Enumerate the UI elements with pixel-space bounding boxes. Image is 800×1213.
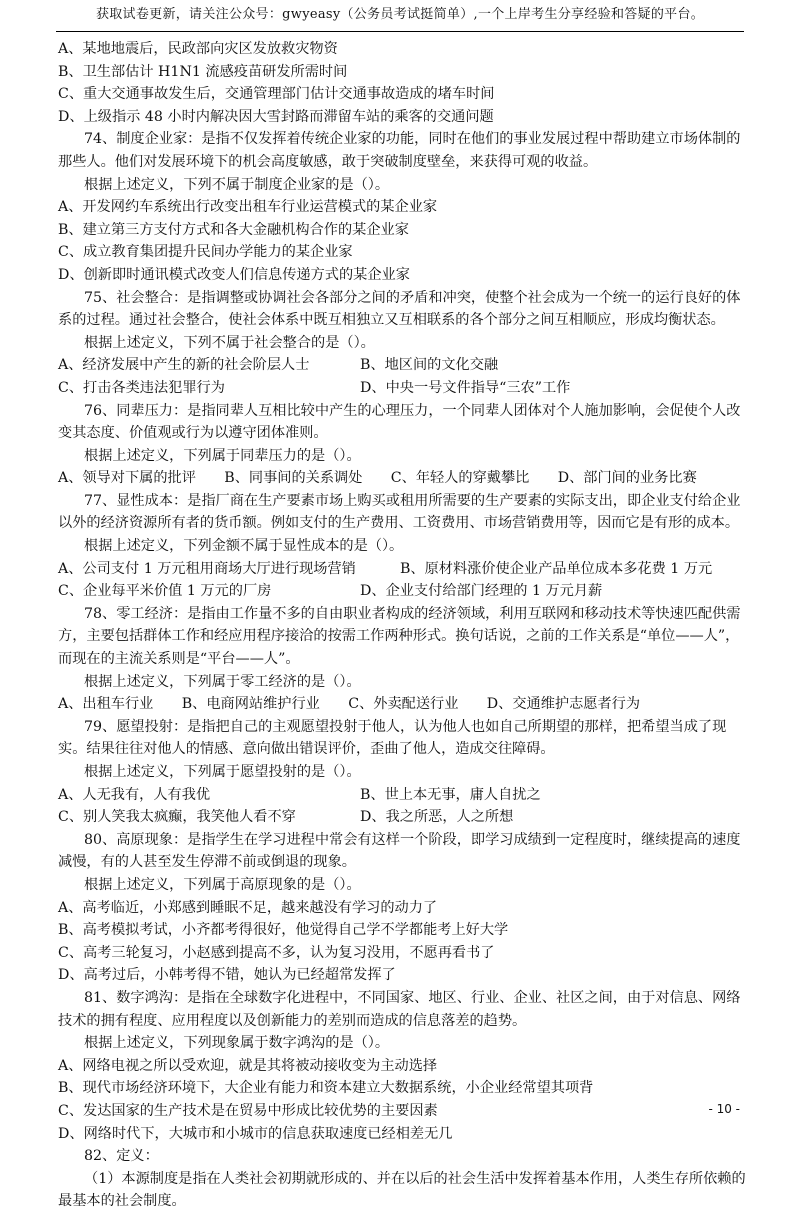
question-prompt: 根据上述定义，下列现象属于数字鸿沟的是（）。 [84, 1035, 390, 1052]
option-row [58, 580, 746, 603]
answer-option: A、网络电视之所以受欢迎，就是其将被动接收变为主动选择 [58, 1057, 438, 1074]
option-left: C、别人笑我太疯癫，我笑他人看不穿 [58, 809, 296, 826]
answer-option: C、成立教育集团提升民间办学能力的某企业家 [58, 244, 353, 261]
page-header: 获取试卷更新，请关注公众号：gwyeasy（公务员考试挺简单）,一个上岸考生分享经验和答疑的平台。 [95, 7, 705, 22]
option-right: D、我之所恶，人之所想 [360, 809, 514, 826]
option-row [58, 806, 746, 829]
question-prompt: 根据上述定义，下列属于高原现象的是（）。 [84, 876, 361, 893]
page-number: - 10 - [708, 1102, 740, 1116]
option-row [58, 558, 746, 581]
question-prompt: 82、定义： [84, 1148, 159, 1165]
definition-paragraph: 80、高原现象：是指学生在学习进程中常会有这样一个阶段，即学习成绩到一定程度时，继续提高的速度减慢，有的人甚至发生停滞不前或倒退的现象。 [58, 831, 741, 871]
option-row [58, 354, 746, 377]
answer-option: D、创新即时通讯模式改变人们信息传递方式的某企业家 [58, 266, 410, 283]
answer-option: B、高考模拟考试，小齐都考得很好，他觉得自己学不学都能考上好大学 [58, 922, 509, 939]
question-prompt: 根据上述定义，下列不属于制度企业家的是（）。 [84, 176, 390, 193]
option-right: D、企业支付给部门经理的 1 万元月薪 [360, 583, 603, 600]
option-row [58, 784, 746, 807]
answer-option: C、高考三轮复习，小赵感到提高不多，认为复习没用，不愿再看书了 [58, 944, 495, 961]
answer-option: D、高考过后，小韩考得不错，她认为已经超常发挥了 [58, 967, 396, 984]
option-left: C、打击各类违法犯罪行为 [58, 379, 225, 396]
answer-option: A、领导对下属的批评 B、同事间的关系调处 C、年轻人的穿戴攀比 D、部门间的业务比赛 [58, 470, 697, 487]
definition-paragraph: 75、社会整合：是指调整或协调社会各部分之间的矛盾和冲突，使整个社会成为一个统一的运行良好的体系的过程。通过社会整合，使社会体系中既互相独立又互相联系的各个部分之间互相顺应，形成均衡状态。 [58, 289, 741, 329]
definition-paragraph: （1）本源制度是指在人类社会初期就形成的、并在以后的社会生活中发挥着基本作用，人类生存所依赖的最基本的社会制度。 [58, 1170, 746, 1210]
option-left: A、公司支付 1 万元租用商场大厅进行现场营销 [58, 560, 356, 577]
option-right: B、原材料涨价使企业产品单位成本多花费 1 万元 [400, 560, 713, 577]
definition-paragraph: 77、显性成本：是指厂商在生产要素市场上购买或租用所需要的生产要素的实际支出，即企业支付给企业以外的经济资源所有者的货币额。例如支付的生产费用、工资费用、市场营销费用等，因而它是有形的成本。 [58, 492, 741, 532]
option-row [58, 377, 746, 400]
question-prompt: 根据上述定义，下列属于愿望投射的是（）。 [84, 764, 361, 780]
question-prompt: 根据上述定义，下列金额不属于显性成本的是（）。 [84, 538, 404, 555]
definition-paragraph: 81、数字鸿沟：是指在全球数字化进程中，不同国家、地区、行业、企业、社区之间，由于对信息、网络技术的拥有程度、应用程度以及创新能力的差别而造成的信息落差的趋势。 [58, 989, 741, 1029]
option-right: D、中央一号文件指导“三农”工作 [360, 379, 571, 396]
definition-paragraph: 76、同辈压力：是指同辈人互相比较中产生的心理压力，一个同辈人团体对个人施加影响，会促使个人改变其态度、价值观或行为以遵守团体准则。 [58, 402, 741, 442]
answer-option: A、出租车行业 B、电商网站维护行业 C、外卖配送行业 D、交通维护志愿者行为 [58, 696, 641, 713]
option-left: A、经济发展中产生的新的社会阶层人士 [58, 357, 310, 374]
header-divider [56, 31, 744, 32]
answer-option: D、网络时代下，大城市和小城市的信息获取速度已经相差无几 [58, 1125, 453, 1142]
answer-option: B、卫生部估计 H1N1 流感疫苗研发所需时间 [58, 63, 348, 80]
option-left: A、人无我有，人有我优 [58, 786, 211, 803]
definition-paragraph: 79、愿望投射：是指把自己的主观愿望投射于他人，认为他人也如自己所期望的那样，把希望当成了现实。结果往往对他人的情感、意向做出错误评价，歪曲了他人，造成交往障碍。 [58, 718, 727, 758]
question-prompt: 根据上述定义，下列不属于社会整合的是（）。 [84, 334, 375, 351]
document-body [58, 38, 746, 1213]
question-prompt: 根据上述定义，下列属于零工经济的是（）。 [84, 673, 361, 690]
answer-option: C、重大交通事故发生后，交通管理部门估计交通事故造成的堵车时间 [58, 86, 495, 103]
definition-paragraph: 74、制度企业家：是指不仅发挥着传统企业家的功能，同时在他们的事业发展过程中帮助建立市场体制的那些人。他们对发展环境下的机会高度敏感，敢于突破制度壁垒，来获得可观的收益。 [58, 131, 741, 170]
option-left: C、企业每平米价值 1 万元的厂房 [58, 583, 272, 600]
answer-option: C、发达国家的生产技术是在贸易中形成比较优势的主要因素 [58, 1102, 438, 1119]
answer-option: B、现代市场经济环境下，大企业有能力和资本建立大数据系统，小企业经常望其项背 [58, 1080, 594, 1097]
option-right: B、地区间的文化交融 [360, 357, 499, 374]
option-right: B、世上本无事，庸人自扰之 [360, 786, 541, 803]
definition-paragraph: 78、零工经济：是指由工作量不多的自由职业者构成的经济领域，利用互联网和移动技术等快速匹配供需方，主要包括群体工作和经应用程序接洽的按需工作两种形式。换句话说，之前的工作关系是“单位——人”，而现在的主流关系则是“平台——人”。 [58, 605, 741, 668]
question-prompt: 根据上述定义，下列属于同辈压力的是（）。 [84, 447, 361, 464]
answer-option: D、上级指示 48 小时内解决因大雪封路而滞留车站的乘客的交通问题 [58, 108, 494, 125]
answer-option: A、开发网约车系统出行改变出租车行业运营模式的某企业家 [58, 199, 438, 216]
answer-option: B、建立第三方支付方式和各大金融机构合作的某企业家 [58, 221, 409, 238]
answer-option: A、某地地震后，民政部向灾区发放救灾物资 [58, 41, 338, 57]
answer-option: A、高考临近，小郑感到睡眠不足，越来越没有学习的动力了 [58, 899, 438, 916]
